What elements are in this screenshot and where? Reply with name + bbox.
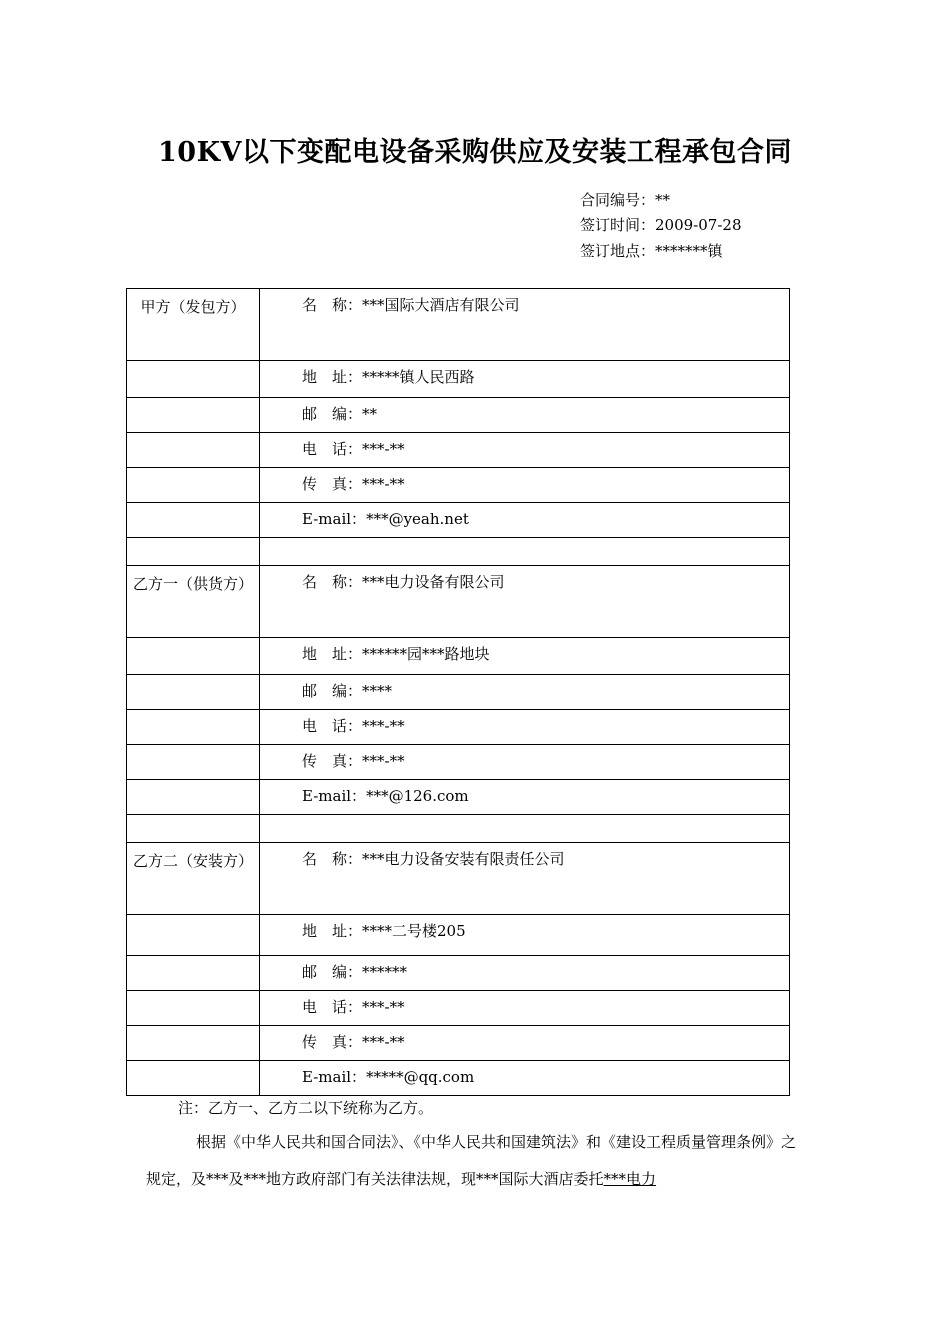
party-a-email: ***@yeah.net — [366, 510, 469, 528]
field-key: 邮 编： — [302, 682, 363, 700]
party-a-name-row — [127, 289, 790, 361]
party-b2-label: 乙方二（安装方） — [127, 843, 260, 915]
field-key: 传 真： — [302, 752, 363, 770]
parties-table — [126, 288, 790, 1096]
field-key: E-mail： — [302, 1068, 367, 1086]
signing-date: 签订时间：2009-07-28 — [580, 216, 742, 234]
field-key: 地 址： — [302, 645, 363, 663]
table-row — [127, 710, 790, 745]
field-key: 邮 编： — [302, 405, 363, 423]
field-key: E-mail： — [302, 510, 367, 528]
party-b2-email: *****@qq.com — [366, 1068, 475, 1086]
field-key: 电 话： — [302, 717, 363, 735]
party-b1-fax: ***-** — [362, 752, 405, 770]
table-row — [127, 956, 790, 991]
spacer-row — [127, 538, 790, 566]
table-row — [127, 1061, 790, 1096]
party-b1-name-row — [127, 566, 790, 638]
body-paragraph — [146, 1124, 798, 1198]
party-a-address: *****镇人民西路 — [362, 368, 475, 386]
document-title: 10KV以下变配电设备采购供应及安装工程承包合同 — [158, 137, 792, 168]
table-row — [127, 915, 790, 956]
party-a-label: 甲方（发包方） — [127, 289, 260, 361]
party-b2-name-row — [127, 843, 790, 915]
party-b1-label: 乙方一（供货方） — [127, 566, 260, 638]
party-b2-postcode: ****** — [362, 963, 408, 981]
party-b2-phone: ***-** — [362, 998, 405, 1016]
party-b1-postcode: **** — [362, 682, 393, 700]
party-b1-phone: ***-** — [362, 717, 405, 735]
party-a-name: ***国际大酒店有限公司 — [362, 296, 520, 314]
table-row — [127, 638, 790, 675]
contract-number: 合同编号：** — [580, 191, 671, 209]
body-text: 根据《中华人民共和国合同法》、《中华人民共和国建筑法》和《建设工程质量管理条例》之规定，及***及***地方政府部门有关法律法规，现***国际大酒店委托 — [146, 1133, 797, 1188]
spacer-row — [127, 815, 790, 843]
table-row — [127, 745, 790, 780]
field-key: 名 称： — [302, 850, 363, 868]
field-key: 电 话： — [302, 440, 363, 458]
field-key: 电 话： — [302, 998, 363, 1016]
signing-place: 签订地点：*******镇 — [580, 242, 723, 260]
note-text: 注：乙方一、乙方二以下统称为乙方。 — [178, 1099, 434, 1117]
table-row — [127, 503, 790, 538]
field-key: E-mail： — [302, 787, 367, 805]
party-b1-email: ***@126.com — [366, 787, 469, 805]
field-key: 名 称： — [302, 296, 363, 314]
field-key: 地 址： — [302, 368, 363, 386]
field-key: 名 称： — [302, 573, 363, 591]
table-row — [127, 433, 790, 468]
field-key: 传 真： — [302, 475, 363, 493]
party-b2-fax: ***-** — [362, 1033, 405, 1051]
party-b1-address: ******园***路地块 — [362, 645, 490, 663]
field-key: 传 真： — [302, 1033, 363, 1051]
table-row — [127, 1026, 790, 1061]
underlined-text: ***电力 — [603, 1170, 657, 1188]
table-row — [127, 780, 790, 815]
party-b2-name: ***电力设备安装有限责任公司 — [362, 850, 565, 868]
table-row — [127, 675, 790, 710]
party-a-postcode: ** — [362, 405, 378, 423]
table-row — [127, 991, 790, 1026]
field-key: 邮 编： — [302, 963, 363, 981]
field-key: 地 址： — [302, 922, 363, 940]
party-b2-address: ****二号楼205 — [362, 922, 466, 940]
party-a-phone: ***-** — [362, 440, 405, 458]
table-row — [127, 468, 790, 503]
party-a-fax: ***-** — [362, 475, 405, 493]
table-row — [127, 398, 790, 433]
table-row — [127, 361, 790, 398]
party-b1-name: ***电力设备有限公司 — [362, 573, 505, 591]
